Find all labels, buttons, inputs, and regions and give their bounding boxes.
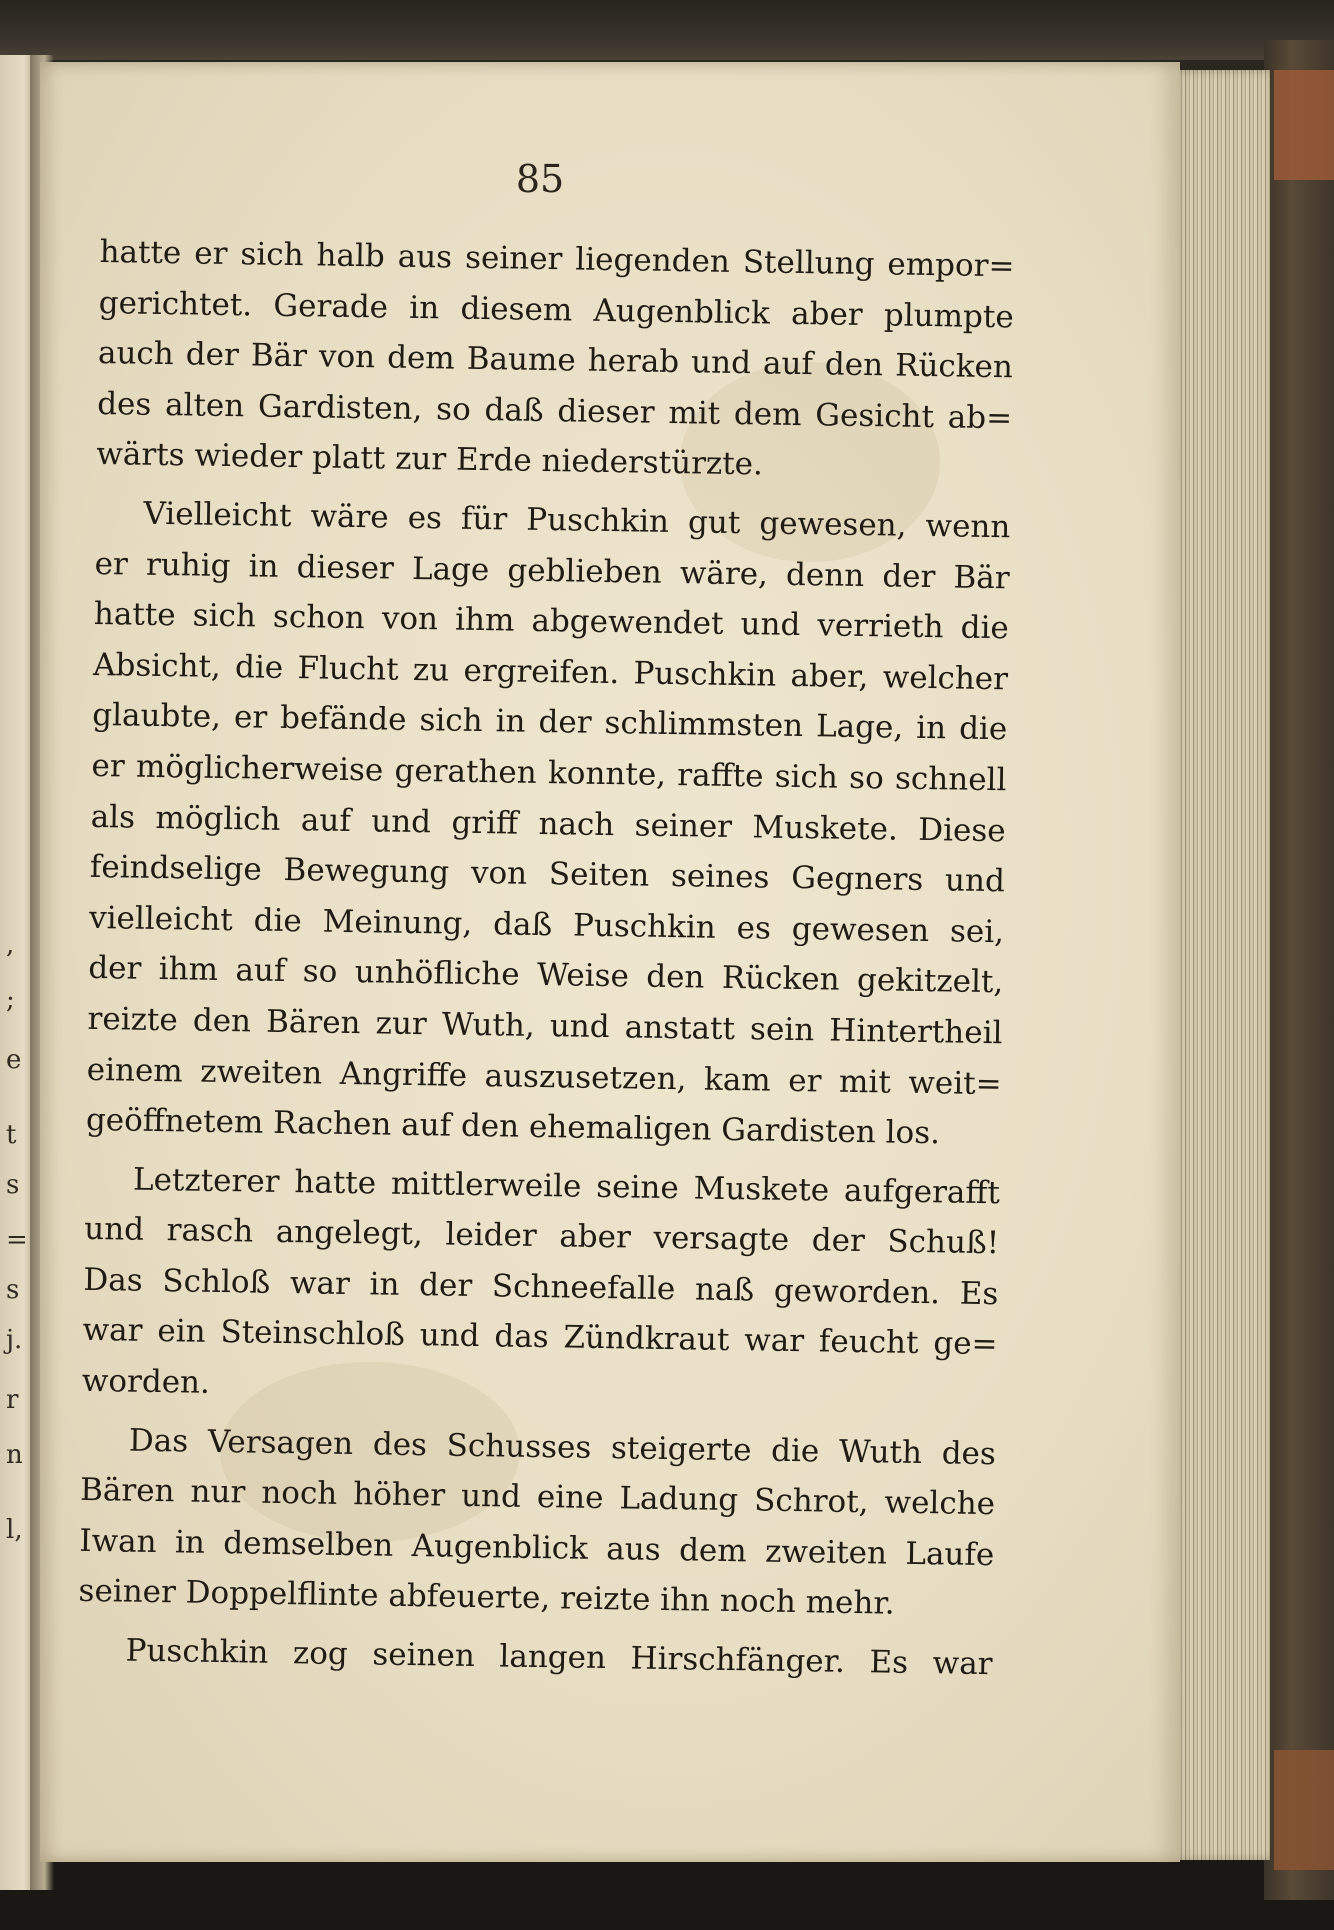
text-line: hatte sich schon von ihm abgewendet und verrieth die xyxy=(93,596,1010,647)
body-text xyxy=(77,227,1015,1690)
text-line: auch der Bär von dem Baume herab und auf den Rücken xyxy=(97,335,1014,386)
book-page xyxy=(40,62,1180,1862)
text-line: vielleicht die Meinung, daß Puschkin es gewesen sei, xyxy=(88,899,1005,951)
facing-page-fragment: ; xyxy=(6,985,15,1015)
facing-page-fragment: = xyxy=(6,1225,28,1255)
book-cover-top xyxy=(0,0,1334,60)
text-line: gerichtet. Gerade in diesem Augenblick aber plumpte xyxy=(98,284,1014,335)
text-line: er ruhig in dieser Lage geblieben wäre, denn der Bär xyxy=(94,545,1010,596)
text-line: Das Versagen des Schusses steigerte die Wuth des xyxy=(128,1422,997,1472)
text-line: Puschkin zog seinen langen Hirschfänger. Es war xyxy=(125,1632,993,1683)
book-spine-edge xyxy=(1264,40,1334,1900)
text-line: der ihm auf so unhöfliche Weise den Rücken gekitzelt, xyxy=(88,950,1004,1001)
facing-page-fragment: , xyxy=(6,930,15,960)
facing-page-fragment: r xyxy=(6,1385,19,1415)
facing-page-fragment: n xyxy=(6,1440,23,1470)
text-line: seiner Doppelflinte abfeuerte, reizte ihn noch mehr. xyxy=(78,1573,895,1623)
text-line: reizte den Bären zur Wuth, und anstatt sein Hintertheil xyxy=(87,1000,1003,1052)
text-line: Absicht, die Flucht zu ergreifen. Puschkin aber, welcher xyxy=(92,646,1009,698)
text-line: worden. xyxy=(81,1362,211,1401)
text-line: einem zweiten Angriffe auszusetzen, kam er mit weit= xyxy=(86,1051,1002,1102)
text-line: glaubte, er befände sich in der schlimmsten Lage, in die xyxy=(92,697,1008,748)
text-line: hatte er sich halb aus seiner liegenden Stellung empor= xyxy=(99,233,1015,285)
text-line: feindselige Bewegung von Seiten seines Gegners und xyxy=(89,849,1006,900)
text-line: Bären nur noch höher und eine Ladung Schrot, welche xyxy=(79,1472,996,1523)
page-number: 85 xyxy=(515,157,565,201)
facing-page-fragment: j. xyxy=(6,1325,23,1355)
facing-page-fragment: s xyxy=(6,1275,20,1305)
text-line: war ein Steinschloß und das Zündkraut war feucht ge= xyxy=(82,1312,998,1363)
text-line: Letzterer hatte mittlerweile seine Muskete aufgerafft xyxy=(132,1161,1001,1211)
facing-page-sliver xyxy=(0,55,34,1890)
text-line: des alten Gardisten, so daß dieser mit dem Gesicht ab= xyxy=(96,385,1013,437)
text-line: als möglich auf und griff nach seiner Muskete. Diese xyxy=(90,798,1006,849)
text-line: Iwan in demselben Augenblick aus dem zweiten Laufe xyxy=(79,1522,995,1574)
text-line: geöffnetem Rachen auf den ehemaligen Gardisten los. xyxy=(85,1101,941,1152)
text-line: er möglicherweise gerathen konnte, raffte sich so schnell xyxy=(91,747,1007,799)
facing-page-fragment: l, xyxy=(6,1515,23,1545)
page-edges xyxy=(1170,70,1270,1860)
facing-page-fragment: e xyxy=(6,1045,22,1075)
leather-corner-bottom xyxy=(1274,1750,1334,1870)
text-line: Das Schloß war in der Schneefalle naß geworden. Es xyxy=(83,1261,999,1313)
leather-corner-top xyxy=(1274,70,1334,180)
facing-page-fragment: t xyxy=(6,1120,17,1150)
text-line: und rasch angelegt, leider aber versagte der Schuß! xyxy=(83,1211,1000,1262)
facing-page-fragment: s xyxy=(6,1170,20,1200)
text-line: wärts wieder platt zur Erde niederstürzte. xyxy=(96,436,764,483)
text-line: Vielleicht wäre es für Puschkin gut gewesen, wenn xyxy=(143,495,1011,546)
